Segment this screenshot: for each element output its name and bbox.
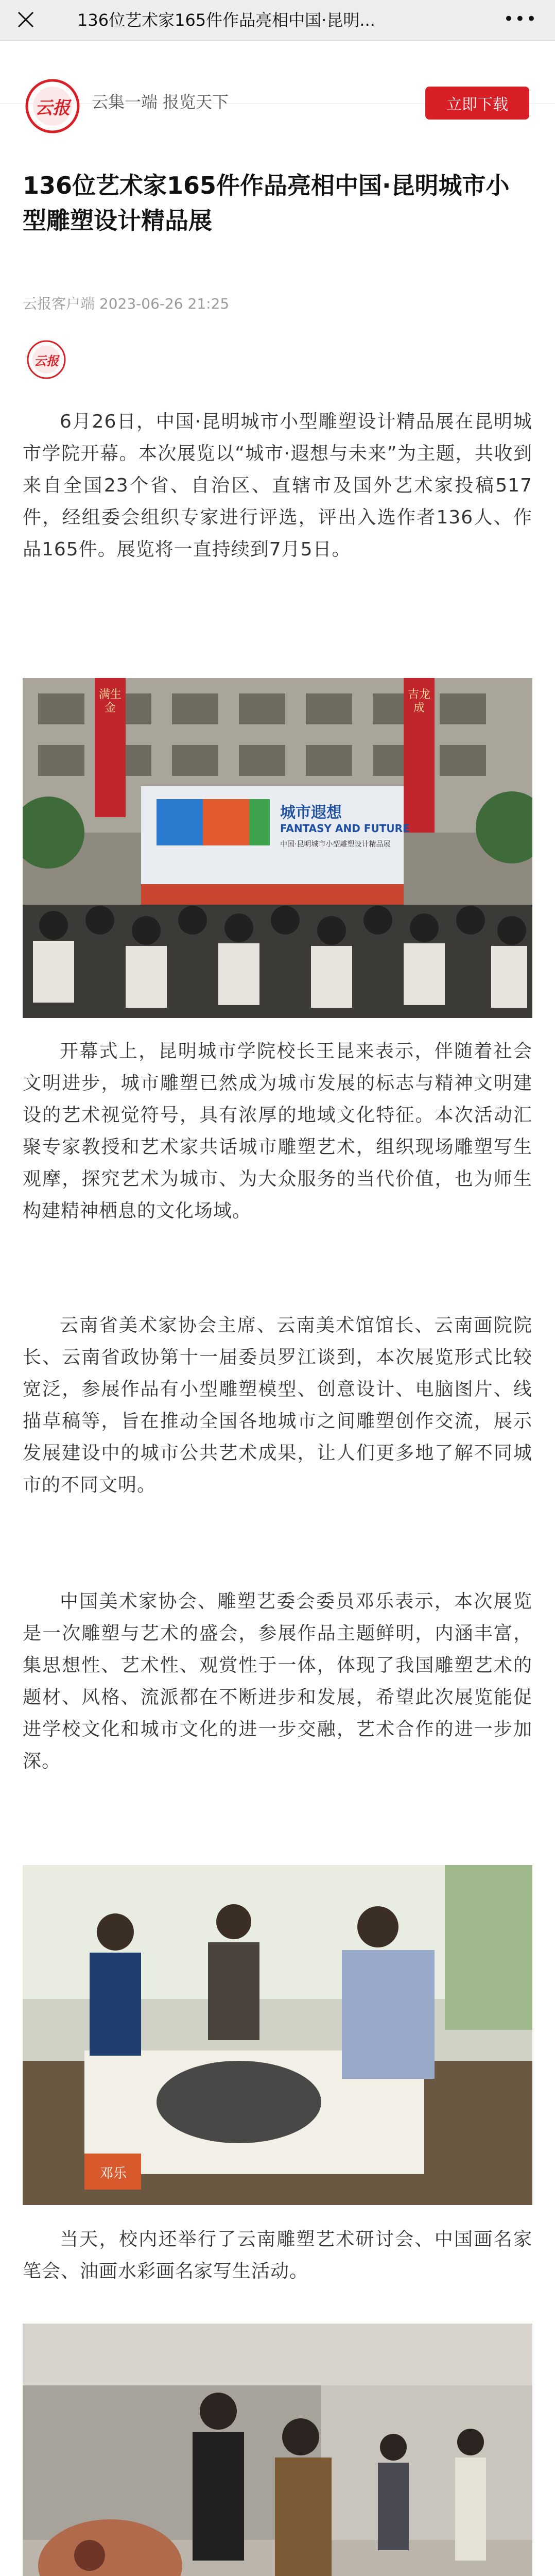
paragraph-2: 开幕式上，昆明城市学院校长王昆来表示，伴随着社会文明进步，城市雕塑已然成为城市发展的标志与精神文明建设的艺术视觉符号，具有浓厚的地域文化特征。本次活动汇聚专家教授和艺术家共话城市雕塑艺术，组织现场雕塑写生观摩，探究艺术为城市、为大众服务的当代价值，也为师生构建精神栖息的文化场域。: [23, 1041, 532, 1222]
small-logo-text: 云报: [34, 354, 59, 368]
photo-exhibition: [23, 2324, 532, 2576]
paragraph-5: 当天，校内还举行了云南雕塑艺术研讨会、中国画名家笔会、油画水彩画名家写生活动。: [23, 2229, 532, 2282]
screen-subtitle: 中国·昆明城市小型雕塑设计精品展: [280, 840, 391, 849]
banner-left-text: 满生金: [98, 688, 122, 715]
app-slogan: 云集一端 报览天下: [92, 92, 229, 112]
close-icon[interactable]: [15, 9, 36, 30]
more-icon[interactable]: •••: [503, 9, 537, 29]
photo-painting-session: [23, 1865, 532, 2205]
logo-text: 云报: [35, 98, 70, 118]
page-title: 136位艺术家165件作品亮相中国·昆明...: [77, 10, 375, 30]
photo-opening-ceremony-image: [23, 678, 532, 1018]
paragraph-3: 云南省美术家协会主席、云南美术馆馆长、云南画院院长、云南省政协第十一届委员罗江谈到，本次展览形式比较宽泛，参展作品有小型雕塑模型、创意设计、电脑图片、线描草稿等，旨在推动全国各地城市之间雕塑创作交流，展示发展建设中的城市公共艺术成果，让人们更多地了解不同城市的不同文明。: [23, 1315, 532, 1496]
paragraph-4: 中国美术家协会、雕塑艺委会委员邓乐表示，本次展览是一次雕塑与艺术的盛会，参展作品主题鲜明，内涵丰富，集思想性、艺术性、观赏性于一体，体现了我国雕塑艺术的题材、风格、流派都在不断进步和发展，希望此次展览能促进学校文化和城市文化的进一步交融，艺术合作的进一步加深。: [23, 1591, 532, 1772]
article-meta: 云报客户端 2023-06-26 21:25: [23, 295, 230, 312]
screen-title-en: FANTASY AND FUTURE: [280, 822, 410, 835]
nameplate-text: 邓乐: [99, 2166, 127, 2181]
photo-painting-session-image: [23, 1865, 532, 2205]
browser-top-bar: [0, 0, 555, 41]
banner-right-text: 吉龙成: [407, 688, 430, 715]
download-button[interactable]: 立即下载: [425, 87, 529, 120]
screen-title: 城市遐想: [280, 804, 342, 822]
paragraph-1: 6月26日，中国·昆明城市小型雕塑设计精品展在昆明城市学院开幕。本次展览以“城市·遐想与未来”为主题，共收到来自全国23个省、自治区、直辖市及国外艺术家投稿517件，经组委会组织专家进行评选，评出入选作者136人、作品165件。展览将一直持续到7月5日。: [23, 411, 532, 560]
article-title: 136位艺术家165件作品亮相中国·昆明城市小型雕塑设计精品展: [23, 172, 510, 234]
photo-opening-ceremony: [23, 678, 532, 1018]
photo-exhibition-image: [23, 2324, 532, 2576]
